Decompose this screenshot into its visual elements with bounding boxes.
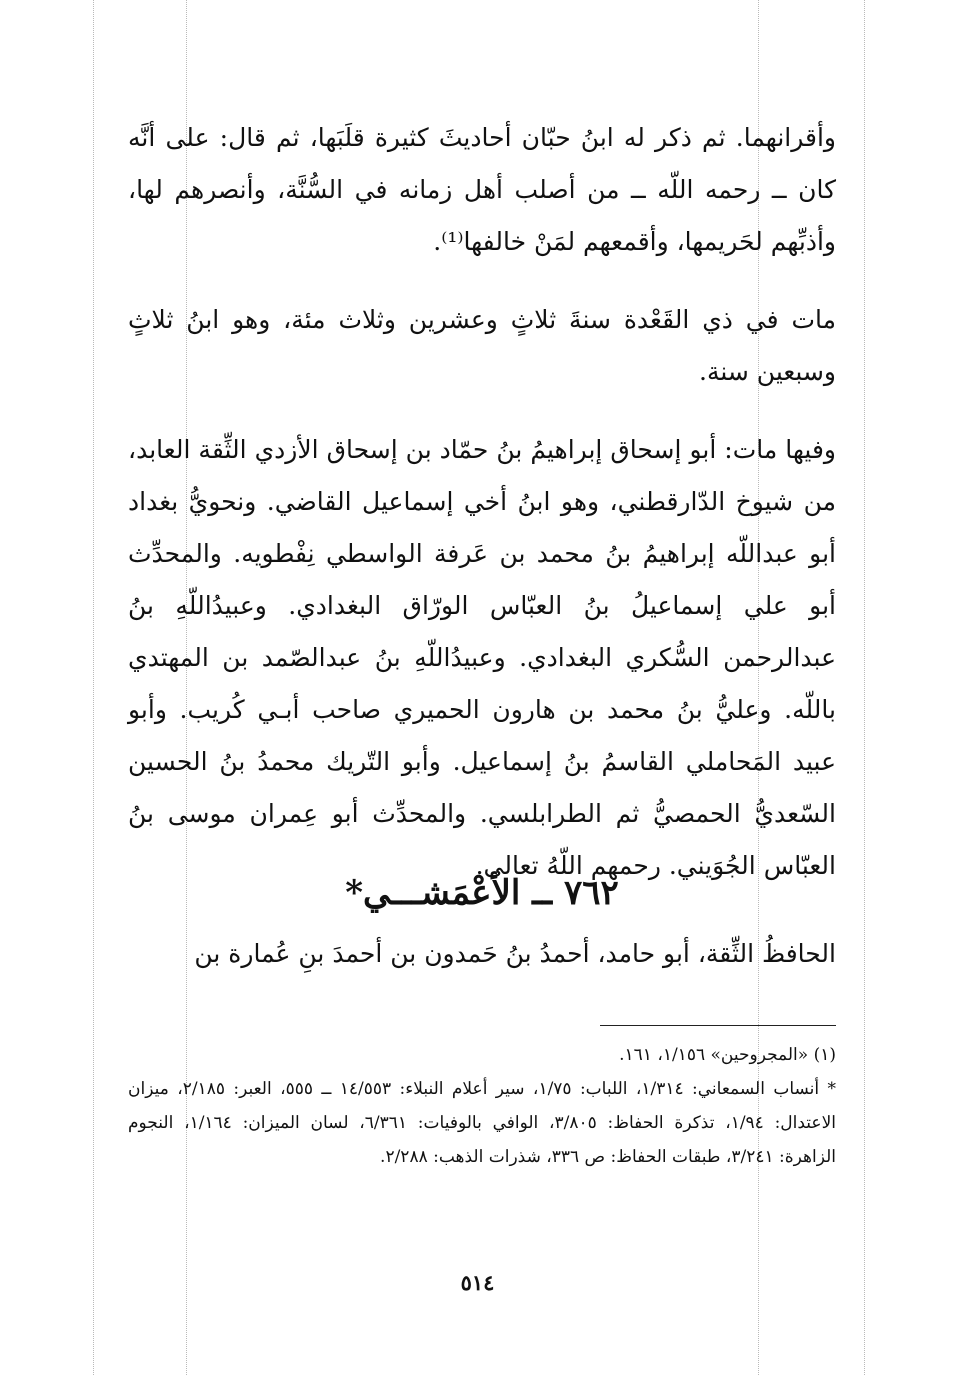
paragraph-1: وأقرانهما. ثم ذكر له ابنُ حبّان أحاديثَ كثيرة قلَبَها، ثم قال: على أنَّه كان ــ رحمه اللّه ــ من أصلب أهل زمانه في السُّنَّة، وأنصرهم لها، وأذبِّهم لحَريمها، وأقمعهم لمَنْ خالفها⁽¹⁾. bbox=[128, 123, 836, 256]
entry-first-line: الحافظُ الثِّقة، أبو حامد، أحمدُ بنُ حَمدون بن أحمدَ بنِ عُمارة بن bbox=[194, 939, 836, 968]
paragraph-3: وفيها مات: أبو إسحاق إبراهيمُ بنُ حمّاد بن إسحاق الأزدي الثِّقة العابد، من شيوخ الدّارقطني، وهو ابنُ أخي إسماعيل القاضي. ونحويُّ بغداد أبو عبداللّه إبراهيمُ بنُ محمد بن عَرفة الواسطي نِفْطويه. والمحدِّث أبو علي إسماعيلُ بنُ العبّاس الورّاق البغدادي. وعبيدُاللّهِ بنُ عبدالرحمن السُّكري البغدادي. وعبيدُاللّهِ بنُ عبدالصّمد بن المهتدي باللّه. وعليُّ بنُ محمد بن هارون الحميري صاحب أبـي كُريب. وأبو عبيد المَحاملي القاسمُ بنُ إسماعيل. وأبو التّريك محمدُ بنُ الحسين السّعديُّ الحمصيُّ ثم الطرابلسي. والمحدِّث أبو عِمران موسى بنُ العبّاس الجُوَيني. رحمهم اللّهُ تعالى. bbox=[128, 435, 836, 880]
footnote-1: (١) «المجروحين» ١/١٥٦، ١٦١. bbox=[619, 1045, 836, 1065]
entry-heading: ٧٦٢ ــ الأعْمَشـــي* bbox=[345, 873, 619, 913]
footnote-source-list: * أنساب السمعاني: ١/٣١٤، اللباب: ١/٧٥، سير أعلام النبلاء: ١٤/٥٥٣ ــ ٥٥٥، العبر: ٢/١٨٥، ميزان الاعتدال: ١/٩٤، تذكرة الحفاظ: ٣/٨٠٥، الوافي بالوفيات: ٦/٣٦١، لسان الميزان: ١/١٦٤، النجوم الزاهرة: ٣/٢٤١، طبقات الحفاظ: ص ٣٣٦، شذرات الذهب: ٢/٢٨٨. bbox=[128, 1079, 837, 1167]
footnotes bbox=[128, 1038, 836, 1174]
footnote-separator bbox=[600, 1025, 836, 1026]
paragraph-2: مات في ذي القَعْدة سنةَ ثلاثٍ وعشرين وثلاث مئة، وهو ابنُ ثلاثٍ وسبعين سنة. bbox=[128, 305, 836, 386]
page-number: ٥١٤ bbox=[460, 1270, 495, 1295]
margin-dotted-line-left bbox=[93, 0, 94, 1375]
main-text bbox=[128, 112, 836, 892]
margin-dotted-line-right bbox=[864, 0, 865, 1375]
